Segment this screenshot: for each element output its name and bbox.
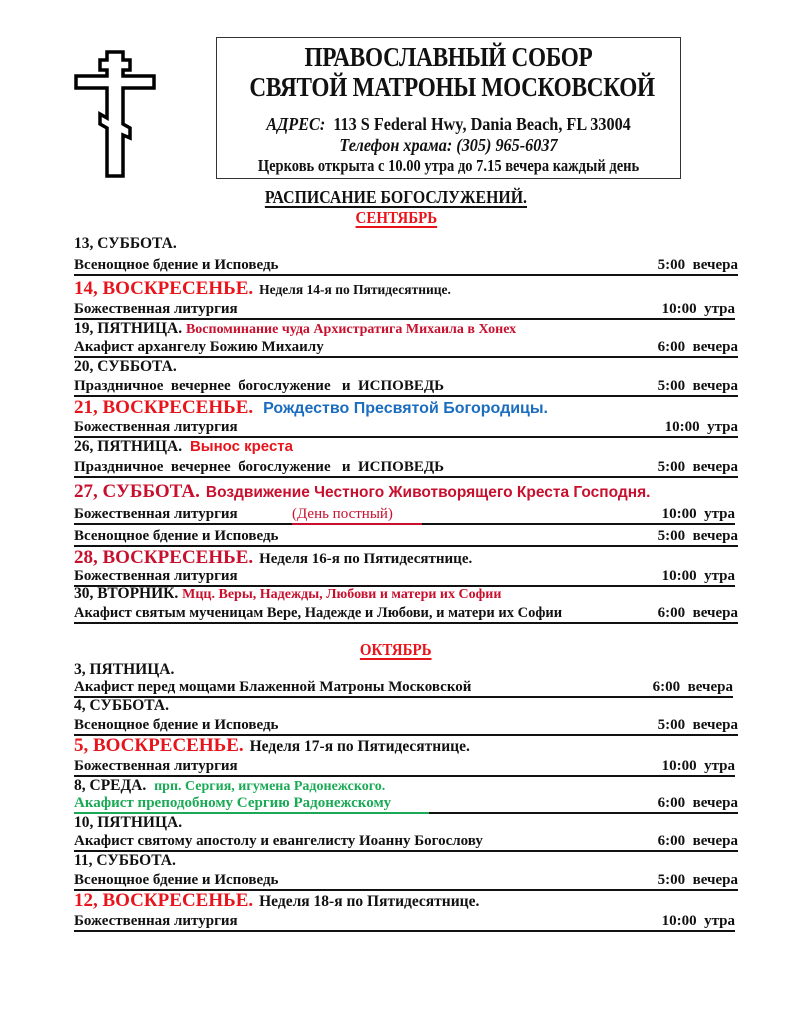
underline — [74, 274, 738, 276]
day-heading — [74, 481, 650, 504]
service-name: Всенощное бдение и Исповедь — [74, 528, 279, 544]
day-note: Вынос креста — [189, 438, 293, 455]
day-heading — [74, 438, 293, 456]
service-time: 5:00 вечера — [657, 459, 738, 475]
service-time: 5:00 вечера — [657, 378, 738, 394]
service-row — [74, 604, 738, 624]
day-label: 10, ПЯТНИЦА. — [74, 814, 183, 831]
service-name: Божественная литургия — [74, 301, 238, 317]
service-name: Акафист святому апостолу и евангелисту Иоанну Богослову — [74, 833, 483, 849]
service-name: Божественная литургия — [74, 758, 238, 774]
day-note: Воздвижение Честного Животворящего Креста Господня. — [205, 484, 651, 501]
day-label: 30, ВТОРНИК. — [74, 585, 179, 602]
day-heading — [74, 358, 177, 376]
service-row — [74, 871, 738, 891]
day-heading — [74, 235, 177, 253]
address — [240, 114, 657, 135]
day-label: 13, СУББОТА. — [74, 235, 177, 252]
service-row — [74, 794, 738, 814]
underline — [74, 622, 738, 624]
day-label: 11, СУББОТА. — [74, 852, 176, 869]
service-name: Божественная литургия — [74, 506, 238, 522]
day-note: Неделя 17-я по Пятидесятнице. — [249, 738, 470, 755]
day-note: Мцц. Веры, Надежды, Любови и матери их Софии — [182, 587, 502, 602]
service-name: Акафист перед мощами Блаженной Матроны Московской — [74, 679, 472, 695]
address-label: АДРЕС: — [266, 114, 326, 134]
service-row — [74, 716, 738, 736]
day-heading — [74, 814, 182, 832]
service-name: Праздничное вечернее богослужение и ИСПОВЕДЬ — [74, 378, 445, 394]
cathedral-name-line2: СВЯТОЙ МАТРОНЫ МОСКОВСКОЙ — [249, 72, 655, 102]
orthodox-cross-icon — [72, 50, 158, 178]
service-row — [74, 418, 738, 438]
month-october — [0, 640, 792, 660]
day-heading — [74, 852, 176, 870]
service-name: Акафист архангелу Божию Михаилу — [74, 339, 324, 355]
day-heading — [74, 735, 470, 758]
schedule-title-text: РАСПИСАНИЕ БОГОСЛУЖЕНИЙ. — [264, 187, 528, 207]
service-time: 10:00 утра — [661, 913, 735, 929]
cathedral-name-line1: ПРАВОСЛАВНЫЙ СОБОР — [304, 42, 593, 72]
service-time: 10:00 утра — [661, 758, 735, 774]
service-row — [74, 832, 738, 852]
service-name: Всенощное бдение и Исповедь — [74, 257, 279, 273]
day-heading — [74, 320, 516, 339]
day-heading — [74, 697, 169, 715]
day-label: 12, ВОСКРЕСЕНЬЕ. — [74, 890, 254, 911]
opening-hours: Церковь открыта с 10.00 утра до 7.15 вечера каждый день — [257, 156, 640, 175]
day-note: Неделя 16-я по Пятидесятнице. — [259, 551, 473, 567]
service-time: 6:00 вечера — [657, 605, 738, 621]
service-time: 5:00 вечера — [657, 528, 738, 544]
address-value: 113 S Federal Hwy, Dania Beach, FL 33004 — [333, 114, 631, 134]
service-time: 10:00 утра — [661, 506, 735, 522]
day-note: прп. Сергия, игумена Радонежского. — [154, 779, 386, 794]
service-name: Всенощное бдение и Исповедь — [74, 717, 279, 733]
service-row — [74, 300, 735, 320]
day-note: Воспоминание чуда Архистратига Михаила в Хонех — [185, 322, 517, 337]
day-heading — [74, 585, 501, 604]
day-heading — [74, 661, 174, 679]
service-row — [74, 338, 738, 358]
service-name: Акафист преподобному Сергию Радонежскому — [74, 795, 392, 811]
day-note: Неделя 18-я по Пятидесятнице. — [259, 893, 480, 910]
service-time: 5:00 вечера — [657, 872, 738, 888]
day-note: Рождество Пресвятой Богородицы. — [263, 400, 548, 417]
day-heading — [74, 278, 451, 301]
day-label: 19, ПЯТНИЦА. — [74, 320, 183, 337]
service-row — [74, 912, 735, 932]
day-label: 3, ПЯТНИЦА. — [74, 661, 175, 678]
underline — [74, 476, 738, 478]
service-row — [74, 678, 733, 698]
service-time: 5:00 вечера — [657, 717, 738, 733]
day-label: 14, ВОСКРЕСЕНЬЕ. — [74, 278, 254, 299]
day-label: 27, СУББОТА. — [74, 481, 200, 502]
service-time: 10:00 утра — [661, 301, 735, 317]
service-name: Акафист святым мученицам Вере, Надежде и Любови, и матери их Софии — [74, 605, 563, 621]
fast-day-note: (День постный) — [292, 506, 393, 522]
day-label: 4, СУББОТА. — [74, 697, 169, 714]
service-time: 6:00 вечера — [657, 795, 738, 811]
service-row — [74, 757, 735, 777]
service-name: Божественная литургия — [74, 419, 238, 435]
service-row — [74, 377, 738, 397]
service-name: Божественная литургия — [74, 568, 238, 584]
day-note: Неделя 14-я по Пятидесятнице. — [259, 282, 451, 297]
schedule-title — [0, 187, 792, 208]
phone: Телефон храма: (305) 965-6037 — [339, 135, 558, 155]
service-row — [74, 256, 738, 276]
underline — [74, 930, 735, 932]
service-time: 6:00 вечера — [657, 339, 738, 355]
service-row — [74, 458, 738, 478]
service-name: Всенощное бдение и Исповедь — [74, 872, 279, 888]
day-label: 21, ВОСКРЕСЕНЬЕ. — [74, 397, 254, 418]
service-row — [74, 527, 738, 547]
service-row — [74, 567, 735, 587]
service-time: 10:00 утра — [661, 568, 735, 584]
day-label: 8, СРЕДА. — [74, 777, 147, 794]
underline — [74, 696, 733, 698]
month-september-label: СЕНТЯБРЬ — [355, 208, 437, 227]
service-row — [74, 505, 735, 525]
service-time: 5:00 вечера — [657, 257, 738, 273]
service-time: 6:00 вечера — [652, 679, 733, 695]
fast-day-underline — [292, 523, 422, 525]
header-box — [216, 37, 681, 179]
service-time: 10:00 утра — [664, 419, 738, 435]
service-name: Божественная литургия — [74, 913, 238, 929]
service-time: 6:00 вечера — [657, 833, 738, 849]
day-label: 5, ВОСКРЕСЕНЬЕ. — [74, 735, 244, 756]
day-heading — [74, 397, 548, 420]
month-september — [0, 208, 792, 228]
day-label: 20, СУББОТА. — [74, 358, 177, 375]
day-label: 26, ПЯТНИЦА. — [74, 438, 183, 455]
service-name: Праздничное вечернее богослужение и ИСПОВЕДЬ — [74, 459, 445, 475]
day-heading — [74, 890, 479, 913]
day-label: 28, ВОСКРЕСЕНЬЕ. — [74, 547, 254, 568]
month-october-label: ОКТЯБРЬ — [360, 640, 432, 659]
